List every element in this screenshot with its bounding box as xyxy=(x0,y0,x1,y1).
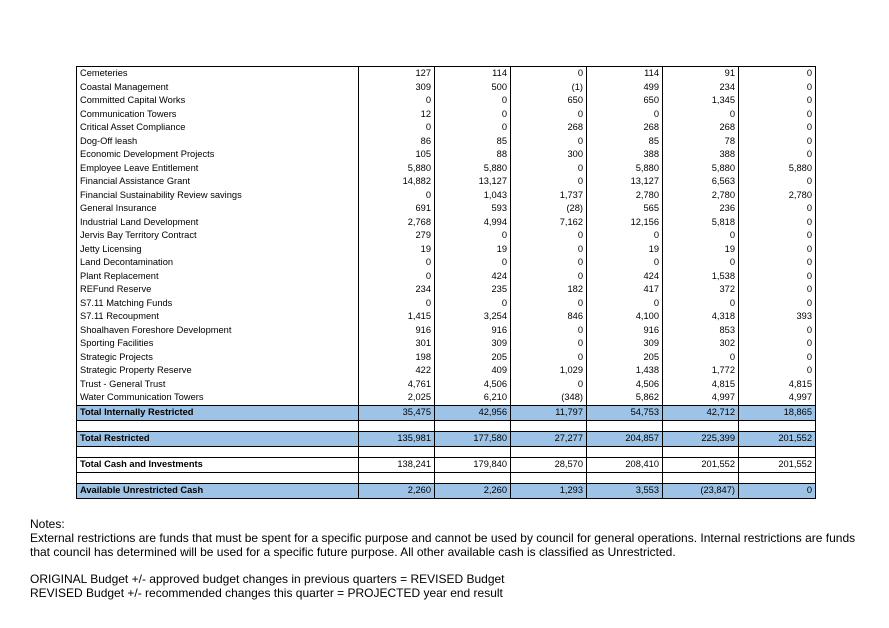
available-unrestricted-row xyxy=(77,483,816,498)
cell-value: 0 xyxy=(359,121,435,135)
cell-value: 2,768 xyxy=(359,216,435,230)
cell-value: 0 xyxy=(435,297,511,311)
cell-value: 201,552 xyxy=(663,457,739,472)
cell-value: 138,241 xyxy=(359,457,435,472)
cell-value: 1,029 xyxy=(511,364,587,378)
cell-value: 0 xyxy=(739,337,816,351)
cell-value: 6,210 xyxy=(435,391,511,405)
cell-value: 372 xyxy=(663,283,739,297)
row-label: Plant Replacement xyxy=(77,270,359,284)
table-row xyxy=(77,283,816,297)
table-row xyxy=(77,337,816,351)
cell-value: 0 xyxy=(511,243,587,257)
cell-value: 85 xyxy=(435,135,511,149)
cell-value: 198 xyxy=(359,351,435,365)
cell-value: 0 xyxy=(435,121,511,135)
table-row xyxy=(77,189,816,203)
cell-value: 4,506 xyxy=(435,378,511,392)
row-label: Land Decontamination xyxy=(77,256,359,270)
cell-value: 42,712 xyxy=(663,405,739,420)
cell-value: 0 xyxy=(511,162,587,176)
cell-value: 86 xyxy=(359,135,435,149)
cell-value: 0 xyxy=(511,229,587,243)
cell-value: 0 xyxy=(739,135,816,149)
table-row xyxy=(77,202,816,216)
cell-value: 0 xyxy=(739,324,816,338)
cell-value: 225,399 xyxy=(663,431,739,446)
cell-value: 846 xyxy=(511,310,587,324)
cell-value: 0 xyxy=(739,202,816,216)
row-label: Communication Towers xyxy=(77,108,359,122)
cell-value: 236 xyxy=(663,202,739,216)
cell-value: 0 xyxy=(359,94,435,108)
cell-value: 42,956 xyxy=(435,405,511,420)
cell-value: 0 xyxy=(739,121,816,135)
cell-value: 4,997 xyxy=(739,391,816,405)
total-restricted-row xyxy=(77,431,816,446)
cell-value: 201,552 xyxy=(739,457,816,472)
cell-value: 0 xyxy=(739,108,816,122)
cell-value: 205 xyxy=(587,351,663,365)
cell-value: 19 xyxy=(435,243,511,257)
cell-value: 0 xyxy=(511,67,587,81)
total-internally-restricted-row xyxy=(77,405,816,420)
cell-value: 0 xyxy=(663,108,739,122)
cell-value: 0 xyxy=(739,229,816,243)
cell-value: 916 xyxy=(587,324,663,338)
cell-value: 0 xyxy=(511,270,587,284)
cell-value: 0 xyxy=(663,256,739,270)
spacer-row xyxy=(77,420,816,431)
cell-value: 0 xyxy=(739,175,816,189)
cell-value: 1,293 xyxy=(511,483,587,498)
cell-value: 234 xyxy=(359,283,435,297)
cell-value: 0 xyxy=(739,270,816,284)
row-label: S7.11 Matching Funds xyxy=(77,297,359,311)
cell-value: 0 xyxy=(739,94,816,108)
cell-value: 0 xyxy=(511,297,587,311)
cell-value: 4,815 xyxy=(663,378,739,392)
cell-value: 4,997 xyxy=(663,391,739,405)
cell-value: 6,563 xyxy=(663,175,739,189)
cell-value: 0 xyxy=(739,67,816,81)
cell-value: 2,780 xyxy=(663,189,739,203)
row-label: Coastal Management xyxy=(77,81,359,95)
spacer-row xyxy=(77,446,816,457)
table-row xyxy=(77,324,816,338)
cell-value: 78 xyxy=(663,135,739,149)
notes-heading: Notes: xyxy=(30,517,65,531)
table-row xyxy=(77,297,816,311)
cell-value: 114 xyxy=(435,67,511,81)
cell-value: 0 xyxy=(739,297,816,311)
cell-value: 105 xyxy=(359,148,435,162)
cell-value: 0 xyxy=(435,94,511,108)
cell-value: 0 xyxy=(739,81,816,95)
cell-value: 2,780 xyxy=(587,189,663,203)
cell-value: 0 xyxy=(587,256,663,270)
cell-value: 0 xyxy=(739,256,816,270)
cell-value: 393 xyxy=(739,310,816,324)
cell-value: 5,880 xyxy=(739,162,816,176)
table-row xyxy=(77,243,816,257)
cell-value: 1,737 xyxy=(511,189,587,203)
cell-value: 499 xyxy=(587,81,663,95)
cell-value: 593 xyxy=(435,202,511,216)
cell-value: 1,345 xyxy=(663,94,739,108)
cell-value: 5,862 xyxy=(587,391,663,405)
cell-value: 424 xyxy=(435,270,511,284)
table-row xyxy=(77,108,816,122)
cell-value: 268 xyxy=(663,121,739,135)
cell-value: 4,318 xyxy=(663,310,739,324)
cell-value: 409 xyxy=(435,364,511,378)
cell-value: 0 xyxy=(359,270,435,284)
row-label: S7.11 Recoupment xyxy=(77,310,359,324)
cell-value: 234 xyxy=(663,81,739,95)
cell-value: 1,043 xyxy=(435,189,511,203)
row-label: Jetty Licensing xyxy=(77,243,359,257)
cell-value: 0 xyxy=(739,483,816,498)
notes-line-revised: REVISED Budget +/- recommended changes this quarter = PROJECTED year end result xyxy=(30,586,503,600)
cell-value: 424 xyxy=(587,270,663,284)
row-label: Industrial Land Development xyxy=(77,216,359,230)
table-row xyxy=(77,270,816,284)
cell-value: 54,753 xyxy=(587,405,663,420)
table-row xyxy=(77,148,816,162)
cell-value: 12,156 xyxy=(587,216,663,230)
cell-value: 205 xyxy=(435,351,511,365)
cell-value: 182 xyxy=(511,283,587,297)
cell-value: (348) xyxy=(511,391,587,405)
cell-value: 0 xyxy=(739,148,816,162)
cell-value: 0 xyxy=(511,351,587,365)
cell-value: 0 xyxy=(663,351,739,365)
cell-value: 0 xyxy=(511,256,587,270)
cell-value: 0 xyxy=(359,256,435,270)
row-label: Employee Leave Entitlement xyxy=(77,162,359,176)
cell-value: 0 xyxy=(663,297,739,311)
cell-value: 0 xyxy=(739,351,816,365)
cell-value: 422 xyxy=(359,364,435,378)
cell-value: 1,538 xyxy=(663,270,739,284)
cell-value: 301 xyxy=(359,337,435,351)
cell-value: 0 xyxy=(739,216,816,230)
row-label: Dog-Off leash xyxy=(77,135,359,149)
cell-value: 0 xyxy=(359,297,435,311)
cell-value: 650 xyxy=(587,94,663,108)
row-label: Financial Assistance Grant xyxy=(77,175,359,189)
cell-value: 85 xyxy=(587,135,663,149)
cell-value: 0 xyxy=(739,364,816,378)
cell-value: 1,415 xyxy=(359,310,435,324)
table-body xyxy=(77,67,816,499)
cell-value: 0 xyxy=(511,108,587,122)
cell-value: 19 xyxy=(359,243,435,257)
cell-value: 28,570 xyxy=(511,457,587,472)
cell-value: 3,553 xyxy=(587,483,663,498)
cell-value: 13,127 xyxy=(435,175,511,189)
cell-value: 19 xyxy=(587,243,663,257)
cell-value: 177,580 xyxy=(435,431,511,446)
cell-value: 2,025 xyxy=(359,391,435,405)
cell-value: 35,475 xyxy=(359,405,435,420)
cell-value: 0 xyxy=(435,229,511,243)
cell-value: 135,981 xyxy=(359,431,435,446)
table-row xyxy=(77,364,816,378)
cell-value: 179,840 xyxy=(435,457,511,472)
row-label: Economic Development Projects xyxy=(77,148,359,162)
row-label: Committed Capital Works xyxy=(77,94,359,108)
cell-value: 0 xyxy=(511,175,587,189)
row-label: Total Restricted xyxy=(77,431,359,446)
cell-value: 565 xyxy=(587,202,663,216)
cell-value: 0 xyxy=(359,189,435,203)
cell-value: 650 xyxy=(511,94,587,108)
row-label: Shoalhaven Foreshore Development xyxy=(77,324,359,338)
cell-value: 417 xyxy=(587,283,663,297)
row-label: Critical Asset Compliance xyxy=(77,121,359,135)
table-row xyxy=(77,256,816,270)
notes-line-original: ORIGINAL Budget +/- approved budget changes in previous quarters = REVISED Budget xyxy=(30,572,505,586)
cell-value: 853 xyxy=(663,324,739,338)
table-row xyxy=(77,310,816,324)
row-label: Water Communication Towers xyxy=(77,391,359,405)
cell-value: 0 xyxy=(739,243,816,257)
row-label: Financial Sustainability Review savings xyxy=(77,189,359,203)
cell-value: 0 xyxy=(587,229,663,243)
cell-value: 0 xyxy=(511,135,587,149)
cell-value: 208,410 xyxy=(587,457,663,472)
table-row xyxy=(77,162,816,176)
cell-value: 201,552 xyxy=(739,431,816,446)
row-label: Sporting Facilities xyxy=(77,337,359,351)
table-row xyxy=(77,94,816,108)
cell-value: 2,780 xyxy=(739,189,816,203)
table-row xyxy=(77,67,816,81)
cell-value: 5,880 xyxy=(663,162,739,176)
cell-value: (28) xyxy=(511,202,587,216)
table-row xyxy=(77,175,816,189)
row-label: Trust - General Trust xyxy=(77,378,359,392)
cell-value: (1) xyxy=(511,81,587,95)
cell-value: 916 xyxy=(359,324,435,338)
cell-value: 279 xyxy=(359,229,435,243)
cell-value: 11,797 xyxy=(511,405,587,420)
cell-value: 91 xyxy=(663,67,739,81)
cell-value: 0 xyxy=(511,337,587,351)
cell-value: 88 xyxy=(435,148,511,162)
cell-value: 1,438 xyxy=(587,364,663,378)
cell-value: (23,847) xyxy=(663,483,739,498)
cell-value: 0 xyxy=(511,378,587,392)
table-row xyxy=(77,121,816,135)
spacer-row xyxy=(77,472,816,483)
table-row xyxy=(77,351,816,365)
cell-value: 268 xyxy=(511,121,587,135)
cell-value: 204,857 xyxy=(587,431,663,446)
cell-value: 0 xyxy=(739,283,816,297)
cell-value: 27,277 xyxy=(511,431,587,446)
table-row xyxy=(77,135,816,149)
total-cash-row xyxy=(77,457,816,472)
cell-value: 916 xyxy=(435,324,511,338)
cell-value: 0 xyxy=(435,108,511,122)
notes-section xyxy=(30,517,865,600)
cell-value: 309 xyxy=(587,337,663,351)
cell-value: 388 xyxy=(587,148,663,162)
cell-value: 5,880 xyxy=(435,162,511,176)
row-label: Jervis Bay Territory Contract xyxy=(77,229,359,243)
cell-value: 4,994 xyxy=(435,216,511,230)
cell-value: 114 xyxy=(587,67,663,81)
cell-value: 691 xyxy=(359,202,435,216)
row-label: Strategic Projects xyxy=(77,351,359,365)
cell-value: 5,880 xyxy=(587,162,663,176)
table-row xyxy=(77,391,816,405)
cell-value: 300 xyxy=(511,148,587,162)
row-label: Total Cash and Investments xyxy=(77,457,359,472)
cell-value: 4,761 xyxy=(359,378,435,392)
cell-value: 2,260 xyxy=(359,483,435,498)
table-row xyxy=(77,229,816,243)
cell-value: 18,865 xyxy=(739,405,816,420)
cell-value: 0 xyxy=(587,297,663,311)
cell-value: 388 xyxy=(663,148,739,162)
cell-value: 0 xyxy=(663,229,739,243)
cell-value: 1,772 xyxy=(663,364,739,378)
cell-value: 4,815 xyxy=(739,378,816,392)
row-label: Cemeteries xyxy=(77,67,359,81)
cell-value: 127 xyxy=(359,67,435,81)
notes-paragraph: External restrictions are funds that must be spent for a specific purpose and cannot be used by council for general operations. Internal restrictions are funds that council has determined will be used for a specific future purpose. All other available cash is classified as Unrestricted. xyxy=(30,531,856,559)
cell-value: 302 xyxy=(663,337,739,351)
cell-value: 14,882 xyxy=(359,175,435,189)
row-label: Total Internally Restricted xyxy=(77,405,359,420)
cell-value: 0 xyxy=(511,324,587,338)
table-row xyxy=(77,378,816,392)
cell-value: 5,880 xyxy=(359,162,435,176)
cell-value: 7,162 xyxy=(511,216,587,230)
cell-value: 3,254 xyxy=(435,310,511,324)
cell-value: 235 xyxy=(435,283,511,297)
table-row xyxy=(77,216,816,230)
cell-value: 500 xyxy=(435,81,511,95)
cell-value: 13,127 xyxy=(587,175,663,189)
cell-value: 12 xyxy=(359,108,435,122)
cell-value: 2,260 xyxy=(435,483,511,498)
row-label: Strategic Property Reserve xyxy=(77,364,359,378)
table-row xyxy=(77,81,816,95)
cell-value: 4,506 xyxy=(587,378,663,392)
cell-value: 309 xyxy=(435,337,511,351)
row-label: REFund Reserve xyxy=(77,283,359,297)
cell-value: 309 xyxy=(359,81,435,95)
cell-value: 0 xyxy=(587,108,663,122)
cell-value: 4,100 xyxy=(587,310,663,324)
cell-value: 5,818 xyxy=(663,216,739,230)
row-label: Available Unrestricted Cash xyxy=(77,483,359,498)
cell-value: 268 xyxy=(587,121,663,135)
cell-value: 19 xyxy=(663,243,739,257)
cell-value: 0 xyxy=(435,256,511,270)
restrictions-table xyxy=(76,66,816,499)
row-label: General Insurance xyxy=(77,202,359,216)
